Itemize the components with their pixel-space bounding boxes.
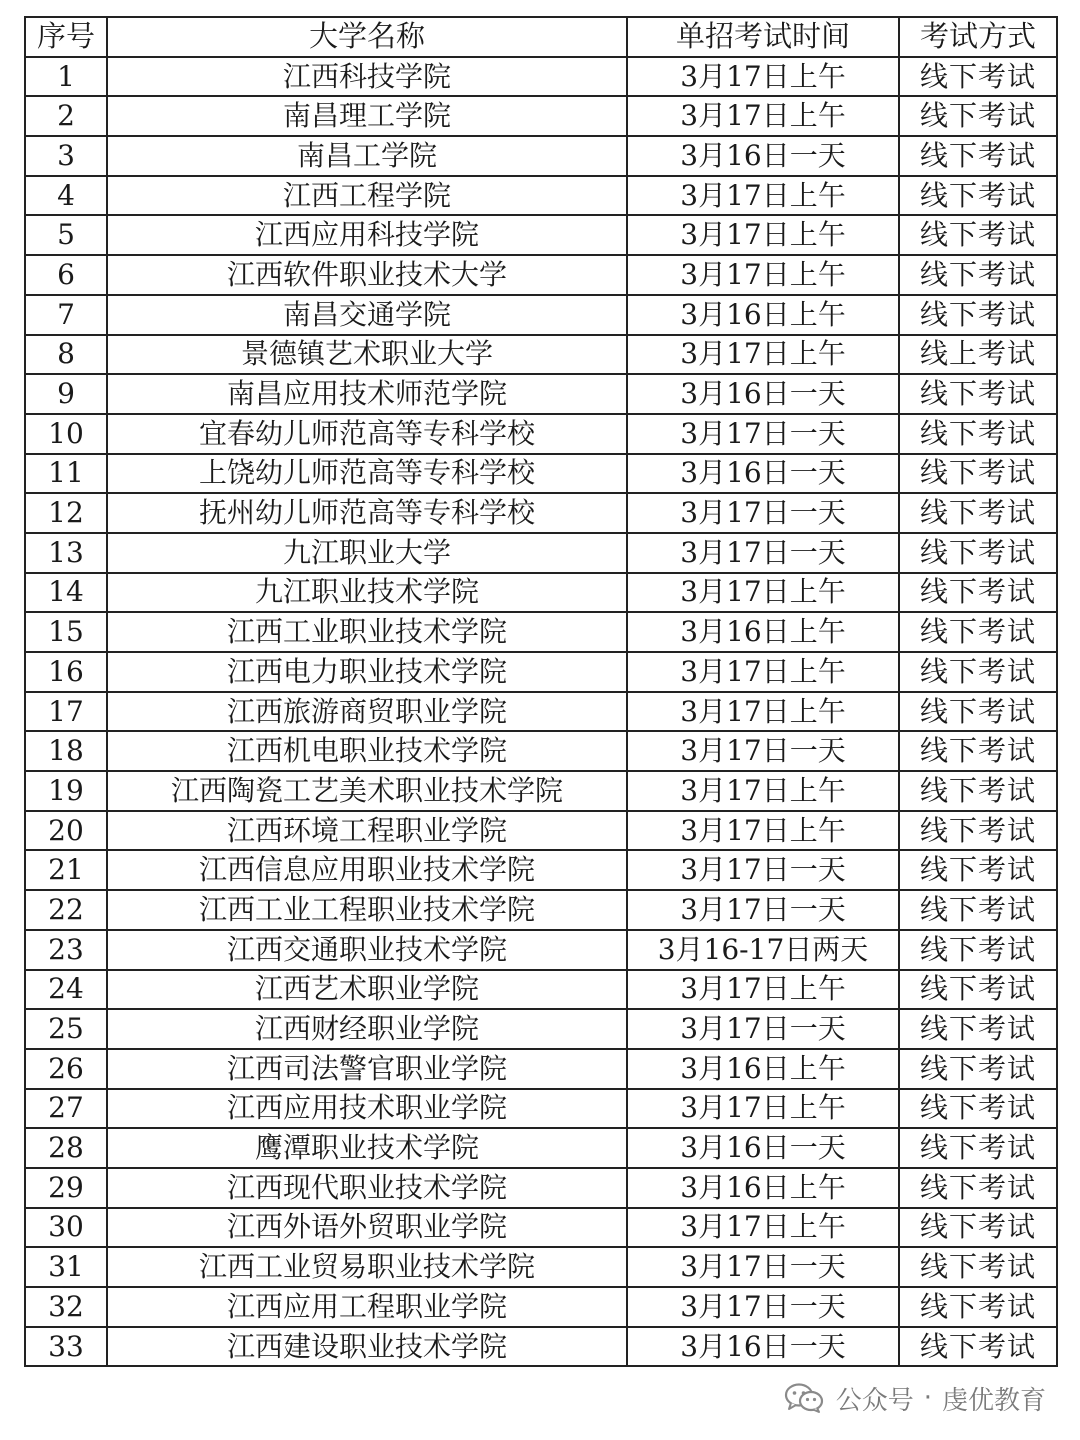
row-index: 6	[25, 255, 107, 295]
row-index: 33	[25, 1327, 107, 1367]
wechat-icon	[784, 1382, 824, 1414]
exam-mode: 线下考试	[899, 850, 1057, 890]
exam-time: 3月17日上午	[627, 96, 899, 136]
exam-mode: 线上考试	[899, 335, 1057, 375]
row-index: 3	[25, 136, 107, 176]
table-row	[25, 335, 1057, 375]
exam-mode: 线下考试	[899, 1049, 1057, 1089]
university-name: 江西司法警官职业学院	[107, 1049, 627, 1089]
table-row	[25, 1287, 1057, 1327]
exam-time: 3月17日一天	[627, 493, 899, 533]
university-name: 江西科技学院	[107, 57, 627, 97]
row-index: 28	[25, 1128, 107, 1168]
university-name: 江西应用科技学院	[107, 215, 627, 255]
exam-mode: 线下考试	[899, 1168, 1057, 1208]
table-row	[25, 1089, 1057, 1129]
exam-mode: 线下考试	[899, 692, 1057, 732]
university-name: 江西软件职业技术大学	[107, 255, 627, 295]
exam-time: 3月17日一天	[627, 850, 899, 890]
exam-time: 3月16-17日两天	[627, 930, 899, 970]
table-row	[25, 890, 1057, 930]
exam-time: 3月17日一天	[627, 414, 899, 454]
exam-time: 3月17日上午	[627, 652, 899, 692]
table-row	[25, 652, 1057, 692]
exam-time: 3月17日上午	[627, 692, 899, 732]
university-name: 南昌应用技术师范学院	[107, 374, 627, 414]
row-index: 32	[25, 1287, 107, 1327]
exam-time: 3月17日一天	[627, 890, 899, 930]
watermark-separator: ·	[923, 1383, 932, 1413]
exam-mode: 线下考试	[899, 731, 1057, 771]
table-row	[25, 573, 1057, 613]
row-index: 8	[25, 335, 107, 375]
table-row	[25, 176, 1057, 216]
table-row	[25, 811, 1057, 851]
exam-mode: 线下考试	[899, 930, 1057, 970]
exam-mode: 线下考试	[899, 493, 1057, 533]
row-index: 9	[25, 374, 107, 414]
exam-time: 3月16日一天	[627, 1128, 899, 1168]
exam-mode: 线下考试	[899, 1327, 1057, 1367]
table-row	[25, 1327, 1057, 1367]
row-index: 18	[25, 731, 107, 771]
table-row	[25, 454, 1057, 494]
university-name: 江西现代职业技术学院	[107, 1168, 627, 1208]
row-index: 26	[25, 1049, 107, 1089]
row-index: 20	[25, 811, 107, 851]
table-row	[25, 1168, 1057, 1208]
exam-time: 3月16日一天	[627, 136, 899, 176]
exam-time: 3月16日上午	[627, 295, 899, 335]
table-row	[25, 295, 1057, 335]
exam-time: 3月17日上午	[627, 1208, 899, 1248]
exam-time: 3月16日一天	[627, 374, 899, 414]
exam-mode: 线下考试	[899, 454, 1057, 494]
header-exam-mode: 考试方式	[899, 17, 1057, 57]
exam-time: 3月16日一天	[627, 454, 899, 494]
exam-time: 3月16日上午	[627, 612, 899, 652]
exam-mode: 线下考试	[899, 414, 1057, 454]
header-exam-time: 单招考试时间	[627, 17, 899, 57]
table-row	[25, 136, 1057, 176]
table-row	[25, 1128, 1057, 1168]
exam-time: 3月17日上午	[627, 771, 899, 811]
university-name: 江西工程学院	[107, 176, 627, 216]
header-row	[25, 17, 1057, 57]
header-university-name: 大学名称	[107, 17, 627, 57]
table-row	[25, 533, 1057, 573]
exam-mode: 线下考试	[899, 1287, 1057, 1327]
university-name: 江西应用技术职业学院	[107, 1089, 627, 1129]
exam-time: 3月17日一天	[627, 1287, 899, 1327]
university-name: 鹰潭职业技术学院	[107, 1128, 627, 1168]
exam-mode: 线下考试	[899, 96, 1057, 136]
table-row	[25, 692, 1057, 732]
row-index: 21	[25, 850, 107, 890]
university-name: 江西环境工程职业学院	[107, 811, 627, 851]
exam-mode: 线下考试	[899, 57, 1057, 97]
row-index: 24	[25, 970, 107, 1010]
exam-mode: 线下考试	[899, 970, 1057, 1010]
row-index: 1	[25, 57, 107, 97]
row-index: 11	[25, 454, 107, 494]
exam-mode: 线下考试	[899, 533, 1057, 573]
exam-mode: 线下考试	[899, 1208, 1057, 1248]
exam-mode: 线下考试	[899, 652, 1057, 692]
university-name: 九江职业大学	[107, 533, 627, 573]
exam-mode: 线下考试	[899, 295, 1057, 335]
university-name: 江西财经职业学院	[107, 1009, 627, 1049]
exam-time: 3月16日上午	[627, 1049, 899, 1089]
exam-time: 3月17日上午	[627, 255, 899, 295]
exam-mode: 线下考试	[899, 136, 1057, 176]
row-index: 15	[25, 612, 107, 652]
university-name: 江西应用工程职业学院	[107, 1287, 627, 1327]
university-name: 江西工业贸易职业技术学院	[107, 1247, 627, 1287]
university-name: 江西旅游商贸职业学院	[107, 692, 627, 732]
exam-mode: 线下考试	[899, 811, 1057, 851]
exam-time: 3月16日一天	[627, 1327, 899, 1367]
table-row	[25, 850, 1057, 890]
table-row	[25, 215, 1057, 255]
university-name: 南昌理工学院	[107, 96, 627, 136]
exam-time: 3月17日一天	[627, 731, 899, 771]
university-name: 九江职业技术学院	[107, 573, 627, 613]
row-index: 5	[25, 215, 107, 255]
exam-time: 3月16日上午	[627, 1168, 899, 1208]
row-index: 12	[25, 493, 107, 533]
exam-mode: 线下考试	[899, 612, 1057, 652]
watermark	[784, 1376, 1046, 1420]
row-index: 13	[25, 533, 107, 573]
university-name: 江西机电职业技术学院	[107, 731, 627, 771]
row-index: 23	[25, 930, 107, 970]
table-row	[25, 1208, 1057, 1248]
university-name: 宜春幼儿师范高等专科学校	[107, 414, 627, 454]
row-index: 31	[25, 1247, 107, 1287]
table-body	[25, 57, 1057, 1367]
university-name: 江西交通职业技术学院	[107, 930, 627, 970]
table-row	[25, 1009, 1057, 1049]
university-name: 南昌工学院	[107, 136, 627, 176]
university-name: 江西外语外贸职业学院	[107, 1208, 627, 1248]
university-name: 南昌交通学院	[107, 295, 627, 335]
row-index: 17	[25, 692, 107, 732]
exam-mode: 线下考试	[899, 771, 1057, 811]
table-row	[25, 731, 1057, 771]
university-name: 江西信息应用职业技术学院	[107, 850, 627, 890]
exam-time: 3月17日上午	[627, 57, 899, 97]
table-row	[25, 1247, 1057, 1287]
exam-mode: 线下考试	[899, 890, 1057, 930]
table-row	[25, 414, 1057, 454]
table-row	[25, 374, 1057, 414]
exam-mode: 线下考试	[899, 573, 1057, 613]
table-row	[25, 1049, 1057, 1089]
university-name: 江西工业工程职业技术学院	[107, 890, 627, 930]
university-name: 上饶幼儿师范高等专科学校	[107, 454, 627, 494]
university-name: 江西工业职业技术学院	[107, 612, 627, 652]
exam-mode: 线下考试	[899, 1247, 1057, 1287]
row-index: 29	[25, 1168, 107, 1208]
exam-mode: 线下考试	[899, 374, 1057, 414]
exam-mode: 线下考试	[899, 176, 1057, 216]
university-name: 抚州幼儿师范高等专科学校	[107, 493, 627, 533]
table-row	[25, 57, 1057, 97]
exam-time: 3月17日一天	[627, 1247, 899, 1287]
university-name: 景德镇艺术职业大学	[107, 335, 627, 375]
exam-time: 3月17日上午	[627, 811, 899, 851]
watermark-account: 虔优教育	[941, 1385, 1046, 1416]
table-row	[25, 96, 1057, 136]
university-name: 江西艺术职业学院	[107, 970, 627, 1010]
row-index: 19	[25, 771, 107, 811]
university-name: 江西电力职业技术学院	[107, 652, 627, 692]
exam-time: 3月17日上午	[627, 215, 899, 255]
exam-mode: 线下考试	[899, 1009, 1057, 1049]
table-header	[25, 17, 1057, 57]
table-row	[25, 771, 1057, 811]
row-index: 25	[25, 1009, 107, 1049]
row-index: 14	[25, 573, 107, 613]
table-row	[25, 970, 1057, 1010]
row-index: 22	[25, 890, 107, 930]
row-index: 7	[25, 295, 107, 335]
row-index: 27	[25, 1089, 107, 1129]
university-name: 江西建设职业技术学院	[107, 1327, 627, 1367]
university-name: 江西陶瓷工艺美术职业技术学院	[107, 771, 627, 811]
exam-time: 3月17日上午	[627, 176, 899, 216]
row-index: 30	[25, 1208, 107, 1248]
table-row	[25, 930, 1057, 970]
exam-time: 3月17日上午	[627, 573, 899, 613]
watermark-channel: 公众号	[835, 1385, 914, 1416]
row-index: 4	[25, 176, 107, 216]
exam-mode: 线下考试	[899, 1089, 1057, 1129]
row-index: 2	[25, 96, 107, 136]
row-index: 10	[25, 414, 107, 454]
table-row	[25, 612, 1057, 652]
table-row	[25, 493, 1057, 533]
exam-mode: 线下考试	[899, 215, 1057, 255]
exam-time: 3月17日上午	[627, 1089, 899, 1129]
header-index: 序号	[25, 17, 107, 57]
exam-schedule-table	[24, 16, 1058, 1367]
exam-time: 3月17日上午	[627, 335, 899, 375]
exam-time: 3月17日一天	[627, 1009, 899, 1049]
exam-time: 3月17日上午	[627, 970, 899, 1010]
table-row	[25, 255, 1057, 295]
exam-mode: 线下考试	[899, 1128, 1057, 1168]
row-index: 16	[25, 652, 107, 692]
exam-time: 3月17日一天	[627, 533, 899, 573]
exam-mode: 线下考试	[899, 255, 1057, 295]
